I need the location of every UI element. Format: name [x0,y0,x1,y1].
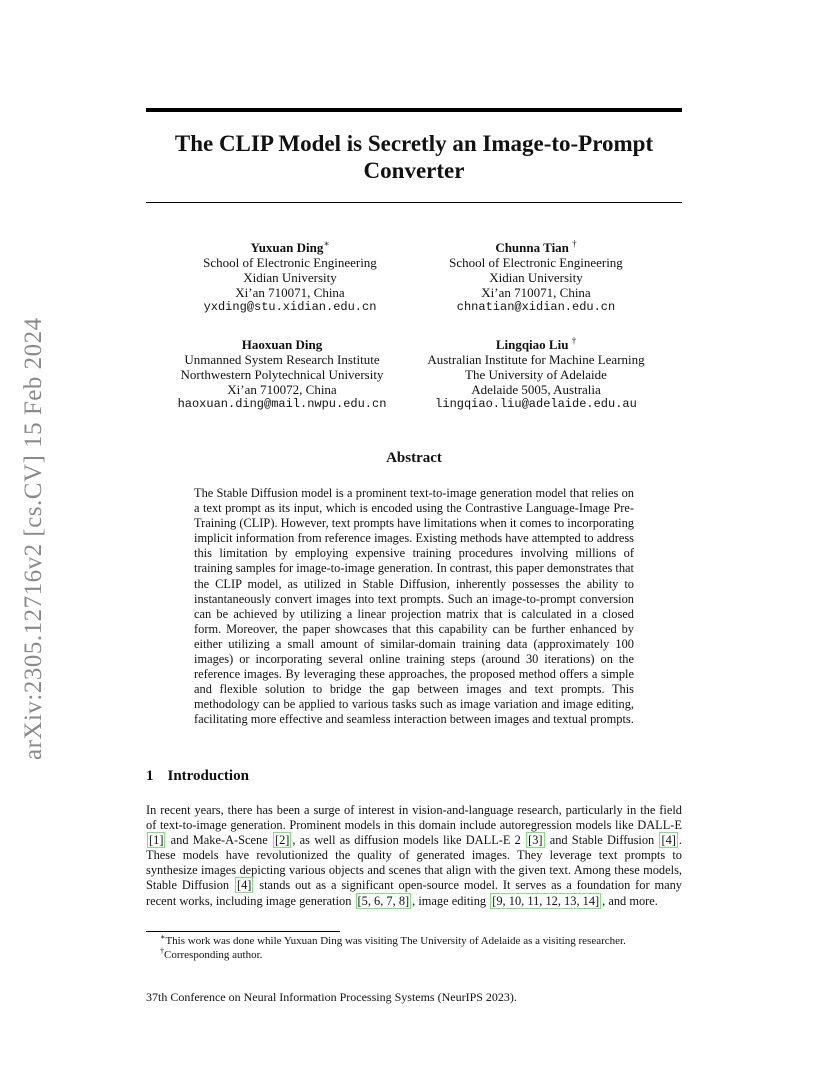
author-name-line [157,337,407,352]
author-email: lingqiao.liu@adelaide.edu.au [435,397,637,411]
intro-text: In recent years, there has been a surge of interest in vision-and-language research, particularly in the field of text-to-image generation. Prominent models in this domain include autoregression models like DALL-E [146,803,682,833]
citation-link[interactable]: [4] [661,833,676,848]
title-bottom-rule [146,202,682,203]
author-address: Xi’an 710072, China [227,382,337,397]
author-affiliation: The University of Adelaide [465,367,607,382]
author-name: Chunna Tian [495,240,569,255]
author-footnote-mark: † [571,335,577,346]
citation-link[interactable]: [5, 6, 7, 8] [357,893,410,908]
citation-link[interactable]: [3] [528,833,543,848]
intro-text: stands out as a significant open-source model. It serves as a foundation for many recent works, including image generation [146,878,683,908]
section-number: 1 [146,768,154,784]
author-address: Xi’an 710071, China [235,285,345,300]
author-block [411,337,661,412]
footnote-mark: † [160,946,164,956]
author-affiliation: Australian Institute for Machine Learning [427,352,645,367]
author-name-line [165,240,415,255]
intro-text: , image editing [412,893,490,908]
author-affiliation: Xidian University [489,270,583,285]
citation-link[interactable]: [4] [236,878,252,893]
intro-text: , as well as diffusion models like DALL-E 2 [292,833,526,848]
introduction-paragraph [146,803,682,909]
conference-note: 37th Conference on Neural Information Processing Systems (NeurIPS 2023). [146,990,517,1004]
author-address: Adelaide 5005, Australia [471,382,601,397]
author-name: Haoxuan Ding [241,337,323,352]
footnote-text: Corresponding author. [164,949,263,961]
footnote [160,946,700,962]
intro-text: and Stable Diffusion [545,833,659,848]
title-top-rule [146,108,682,112]
citation-link[interactable]: [1] [149,833,164,848]
author-email: chnatian@xidian.edu.cn [456,300,616,314]
author-block [411,240,661,315]
intro-text: and Make-A-Scene [166,833,272,848]
citation-link[interactable]: [2] [274,833,290,848]
abstract-heading: Abstract [386,450,442,466]
author-footnote-mark: † [572,238,577,249]
footnote-rule [146,931,340,932]
paper-title: The CLIP Model is Secretly an Image-to-Prompt Converter [174,131,654,183]
author-footnote-mark: ∗ [323,238,330,249]
footnote-mark: ∗ [160,932,166,942]
abstract-text: The Stable Diffusion model is a prominent text-to-image generation model that relies on a text prompt as its input, which is encoded using the Contrastive Language-Image Pre-Training (CLIP). However, text prompts have limitations when it comes to incorporating implicit information from reference images. Existing methods have attempted to address this limitation by employing expensive training procedures involving millions of training samples for image-to-image generation. In contrast, this paper demonstrates that the CLIP model, as utilized in Stable Diffusion, inherently possesses the ability to instantaneously convert images into text prompts. Such an image-to-prompt conversion can be achieved by utilizing a linear projection matrix that is calculated in a closed form. Moreover, the paper showcases that this capability can be further enhanced by either utilizing a small amount of similar-domain training data (approximately 100 images) or incorporating several online training steps (around 30 iterations) on the reference images. By leveraging these approaches, the proposed method offers a simple and flexible solution to bridge the gap between images and text prompts. This methodology can be applied to various tasks such as image variation and image editing, facilitating more effective and seamless interaction between images and textual prompts. [194,486,634,727]
author-name-line [411,337,661,352]
author-name-line [411,240,661,255]
author-email: yxding@stu.xidian.edu.cn [203,300,377,314]
author-email: haoxuan.ding@mail.nwpu.edu.cn [177,397,387,411]
author-block [157,337,407,412]
author-affiliation: Xidian University [243,270,337,285]
intro-text: , and more. [602,893,658,908]
author-name: Lingqiao Liu [495,337,569,352]
footnote-text: This work was done while Yuxuan Ding was visiting The University of Adelaide as a visiting researcher. [165,935,626,947]
author-address: Xi’an 710071, China [481,285,591,300]
footnote [160,932,700,948]
author-affiliation: School of Electronic Engineering [449,255,623,270]
author-block [165,240,415,315]
author-affiliation: Unmanned System Research Institute [184,352,380,367]
author-name: Yuxuan Ding [250,240,324,255]
arxiv-identifier: arXiv:2305.12716v2 [cs.CV] 15 Feb 2024 [20,317,47,760]
citation-link[interactable]: [9, 10, 11, 12, 13, 14] [492,893,600,908]
section-heading [146,768,249,785]
intro-text: . These models have revolutionized the quality of generated images. They leverage text prompts to synthesize images depicting various objects and scenes that align with the given text. Among these models, Stable Diffusion [146,833,682,893]
section-title: Introduction [167,768,249,784]
author-affiliation: School of Electronic Engineering [203,255,377,270]
author-affiliation: Northwestern Polytechnical University [180,367,384,382]
